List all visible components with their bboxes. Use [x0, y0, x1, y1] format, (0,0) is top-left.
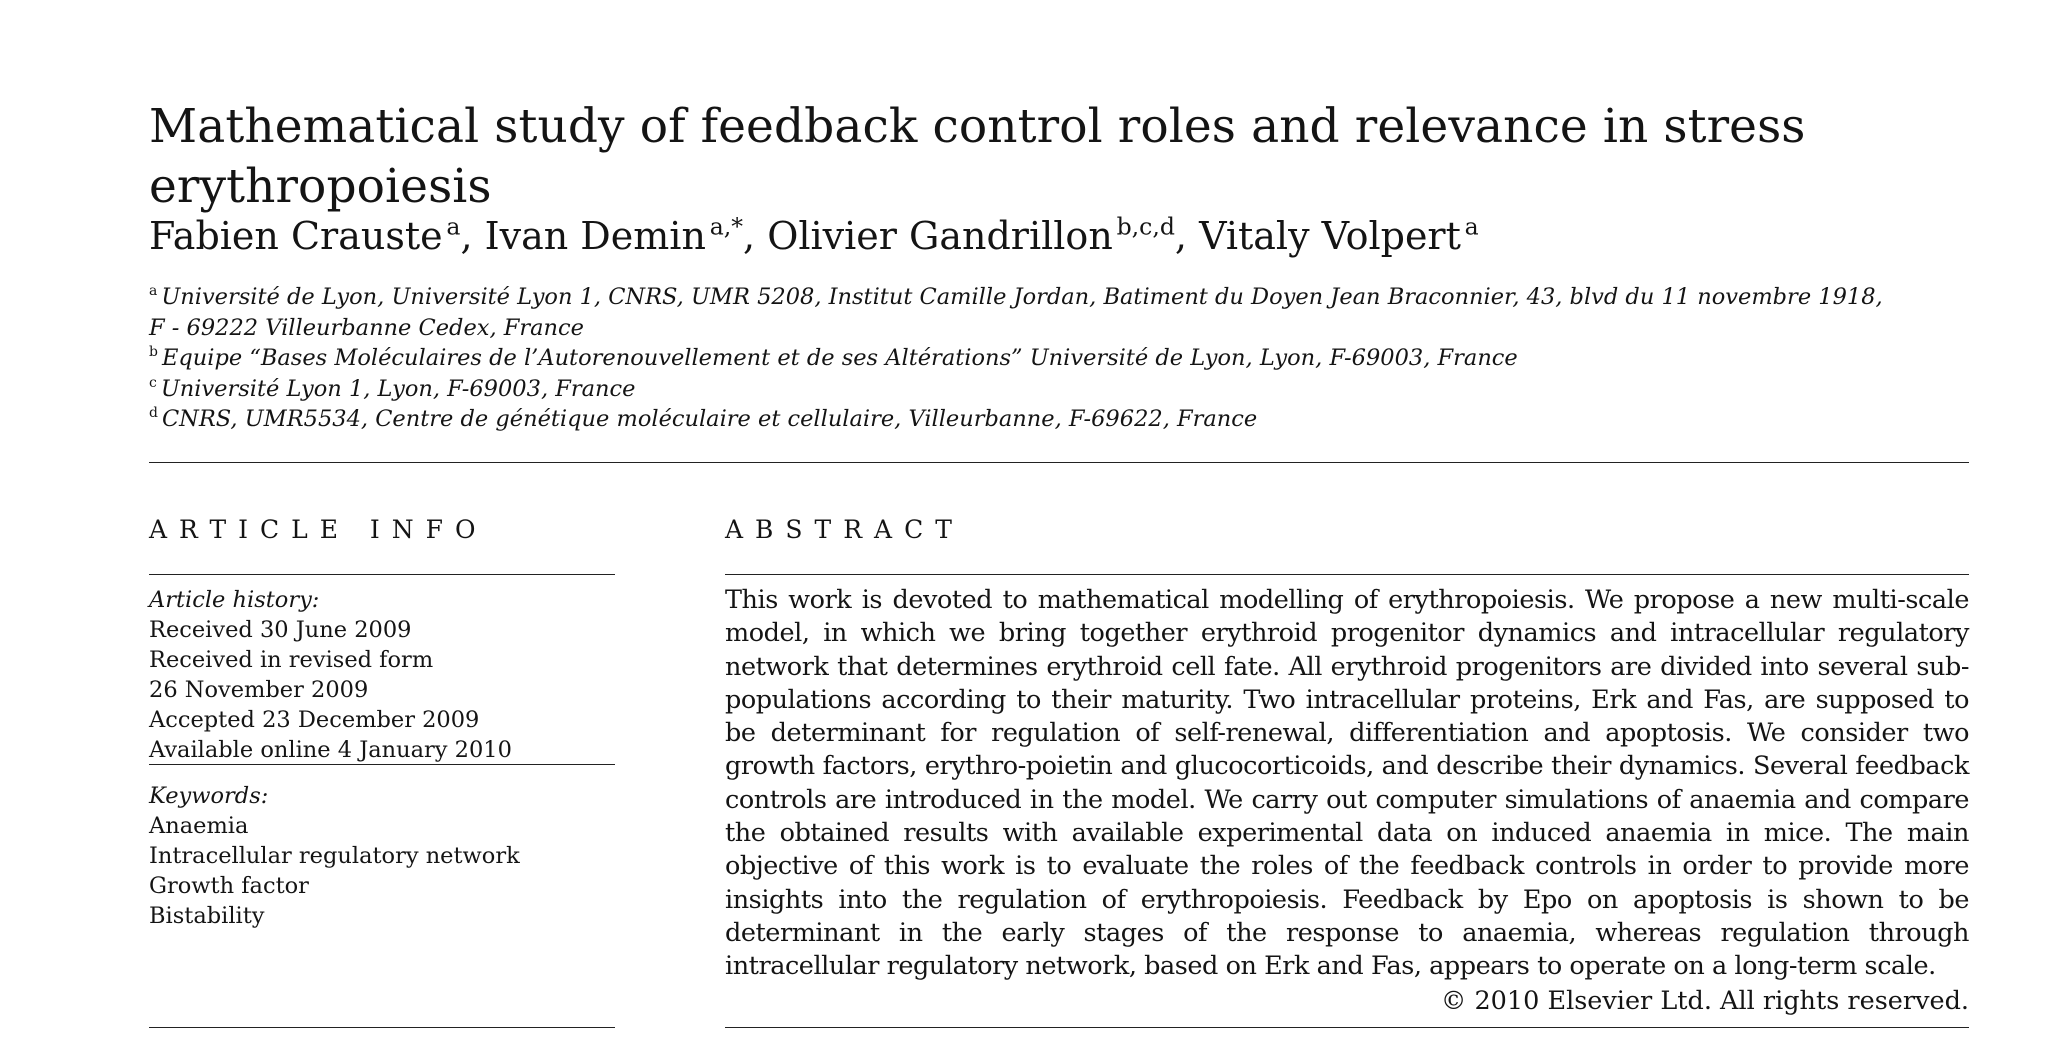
affiliation-text: F - 69222 Villeurbanne Cedex, France [149, 314, 584, 341]
article-history [149, 585, 619, 765]
author-name: Ivan Demin [484, 214, 706, 258]
affiliation-line [149, 404, 1969, 435]
history-line: Accepted 23 December 2009 [149, 707, 480, 733]
copyright-notice: © 2010 Elsevier Ltd. All rights reserved. [1440, 986, 1969, 1016]
keyword-item: Intracellular regulatory network [149, 843, 520, 869]
abstract-heading: ABSTRACT [725, 515, 964, 544]
affiliation-list [149, 282, 1969, 435]
abstract-body: This work is devoted to mathematical modelling of erythropoiesis. We propose a new multi-scale model, in which we bring together erythroid progenitor dynamics and intracellular regulatory network that determines erythroid cell fate. All erythroid progenitors are divided into several sub-populations according to their maturity. Two intracellular proteins, Erk and Fas, are supposed to be determinant for regulation of self-renewal, differentiation and apoptosis. We consider two growth factors, erythro-poietin and glucocorticoids, and describe their dynamics. Several feedback controls are introduced in the model. We carry out computer simulations of anaemia and compare the obtained results with available experimental data on induced anaemia in mice. The main objective of this work is to evaluate the roles of the feedback controls in order to provide more insights into the regulation of erythropoiesis. Feedback by Epo on apoptosis is shown to be determinant in the early stages of the response to anaemia, whereas regulation through intracellular regulatory network, based on Erk and Fas, appears to operate on a long-term scale. [725, 585, 1969, 982]
affiliation-line [149, 374, 1969, 405]
article-history-label: Article history: [149, 587, 320, 613]
keyword-item: Bistability [149, 903, 265, 929]
author-list [149, 212, 1969, 260]
author-item: Ivan Demin $^{a,*}$, [484, 212, 768, 258]
history-line: Available online 4 January 2010 [149, 737, 512, 763]
paper-page [149, 0, 1973, 1052]
affiliation-mark: b [149, 344, 158, 361]
author-item: Olivier Gandrillon $^{b,c,d}$, [767, 212, 1200, 258]
history-line: 26 November 2009 [149, 677, 369, 703]
article-info-heading: ARTICLE INFO [149, 515, 488, 544]
author-item: Fabien Crauste $^a$, [149, 212, 485, 258]
author-name: Olivier Gandrillon [767, 214, 1113, 258]
author-affiliation-mark: b,c,d [1116, 212, 1175, 241]
affiliation-text: Université de Lyon, Université Lyon 1, CNRS, UMR 5208, Institut Camille Jordan, Batiment du Doyen Jean Braconnier, 43, blvd du 11 novembre 1918, [161, 284, 1883, 310]
keywords-block [149, 781, 619, 931]
affiliation-text: CNRS, UMR5534, Centre de génétique moléculaire et cellulaire, Villeurbanne, F-69622, France [161, 406, 1258, 432]
keyword-item: Growth factor [149, 873, 309, 899]
affiliation-line [149, 343, 1969, 374]
keyword-item: Anaemia [149, 813, 249, 839]
article-title: Mathematical study of feedback control roles and relevance in stress erythropoiesis [149, 99, 1806, 215]
author-affiliation-mark: a,* [709, 212, 744, 241]
affiliation-text: Université Lyon 1, Lyon, F-69003, France [160, 375, 636, 402]
affiliation-line [149, 282, 1969, 313]
author-affiliation-mark: a [1464, 212, 1479, 241]
article-info-bottom-rule [149, 1027, 615, 1028]
author-name: Vitaly Volpert [1199, 214, 1461, 258]
affiliation-mark: c [149, 374, 157, 391]
article-info-top-rule [149, 574, 615, 575]
affiliation-mark: a [149, 283, 158, 300]
abstract-bottom-rule [725, 1027, 1969, 1028]
abstract-top-rule [725, 574, 1969, 575]
affiliation-mark: d [149, 405, 158, 422]
keywords-label: Keywords: [149, 783, 269, 809]
article-info-mid-rule [149, 764, 615, 765]
history-line: Received in revised form [149, 647, 434, 673]
author-item [1199, 214, 1479, 258]
affiliation-line [149, 313, 1969, 344]
history-line: Received 30 June 2009 [149, 617, 412, 643]
affiliation-text: Equipe “Bases Moléculaires de l’Autorenouvellement et de ses Altérations” Université de Lyon, Lyon, F-69003, France [161, 345, 1518, 371]
author-affiliation-mark: a [446, 212, 461, 241]
header-divider [149, 462, 1969, 463]
author-name: Fabien Crauste [149, 214, 443, 258]
